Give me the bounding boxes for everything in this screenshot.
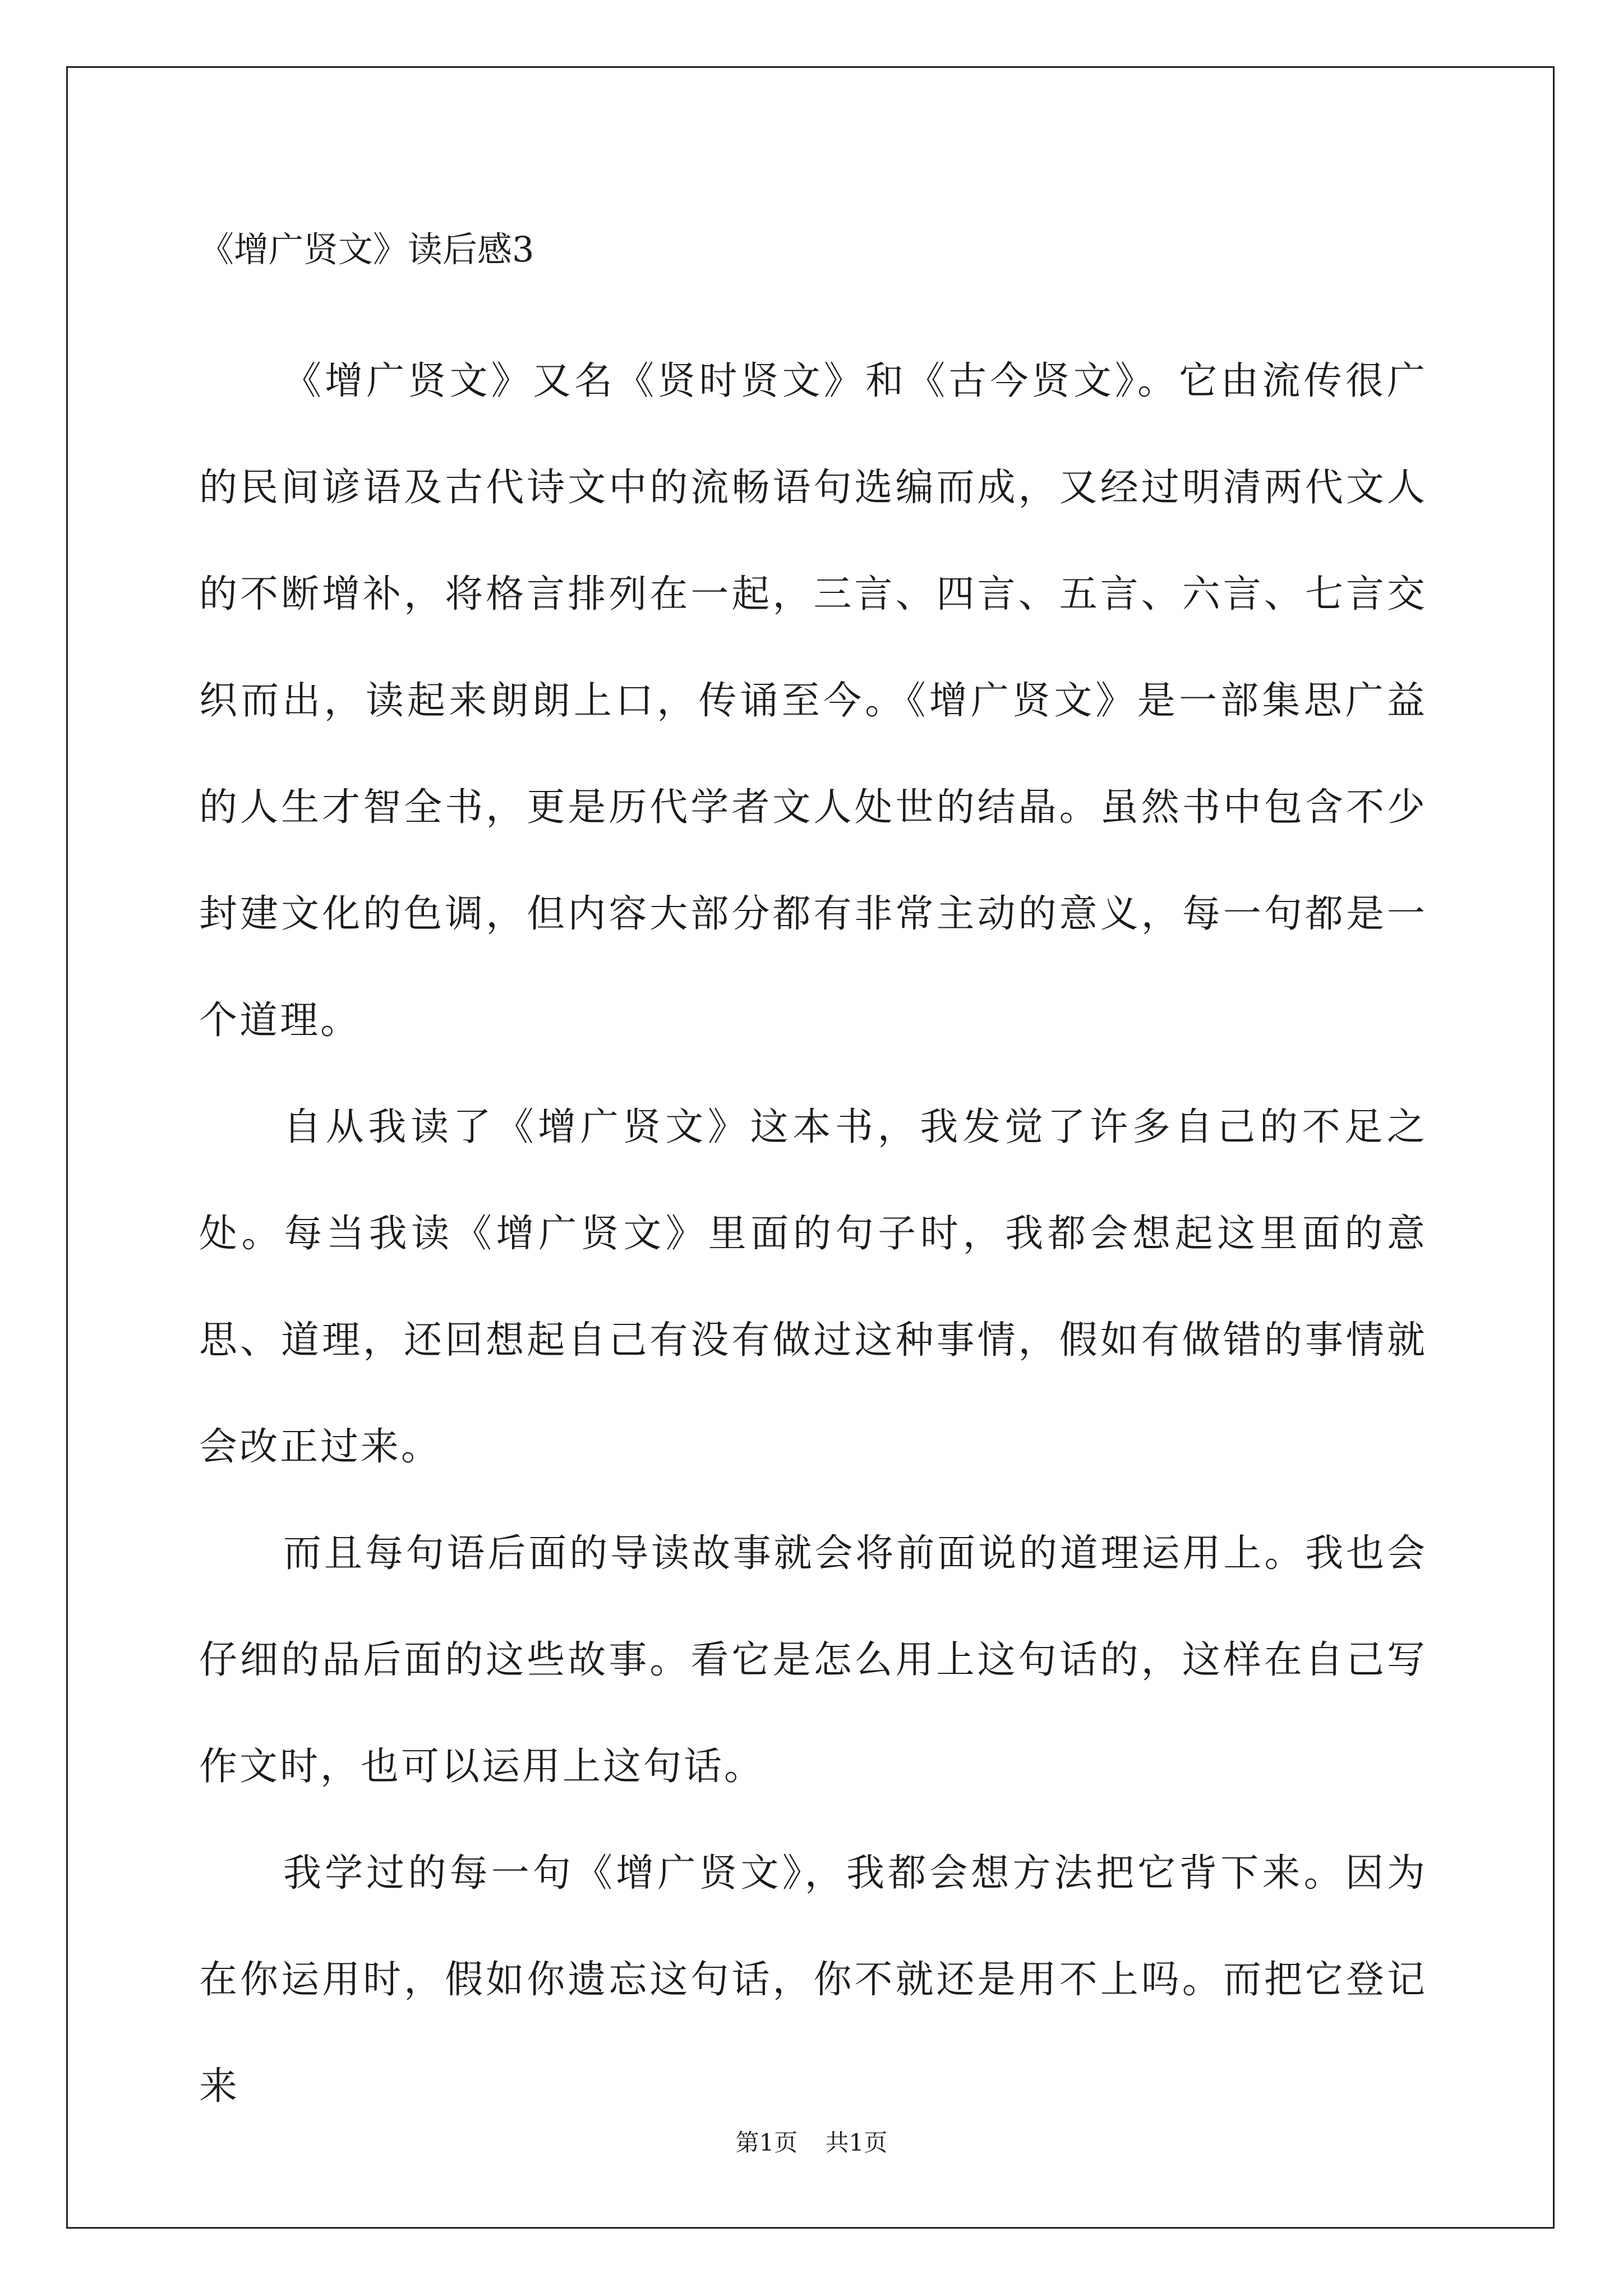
page-total: 共1页 [825, 2129, 888, 2156]
paragraph-4: 我学过的每一句《增广贤文》，我都会想方法把它背下来。因为在你运用时，假如你遗忘这句话，你不就还是用不上吗。而把它登记来 [199, 1851, 1427, 2109]
paragraph-1: 《增广贤文》又名《贤时贤文》和《古今贤文》。它由流传很广的民间谚语及古代诗文中的流畅语句选编而成，又经过明清两代文人的不断增补，将格言排列在一起，三言、四言、五言、六言、七言交织而出，读起来朗朗上口，传诵至今。《增广贤文》是一部集思广益的人生才智全书，更是历代学者文人处世的结晶。虽然书中包含不少封建文化的色调，但内容大部分都有非常主动的意义，每一句都是一个道理。 [199, 359, 1427, 1043]
document-title: 《增广贤文》读后感3 [199, 229, 534, 270]
page-number: 第1页 [735, 2129, 798, 2156]
paragraph-2: 自从我读了《增广贤文》这本书，我发觉了许多自己的不足之处。每当我读《增广贤文》里面的句子时，我都会想起这里面的意思、道理，还回想起自己有没有做过这种事情，假如有做错的事情就会改正过来。 [199, 1105, 1427, 1469]
page-footer [0, 2126, 1623, 2160]
document-body [199, 328, 1427, 2140]
paragraph-3: 而且每句语后面的导读故事就会将前面说的道理运用上。我也会仔细的品后面的这些故事。看它是怎么用上这句话的，这样在自己写作文时，也可以运用上这句话。 [199, 1531, 1427, 1789]
